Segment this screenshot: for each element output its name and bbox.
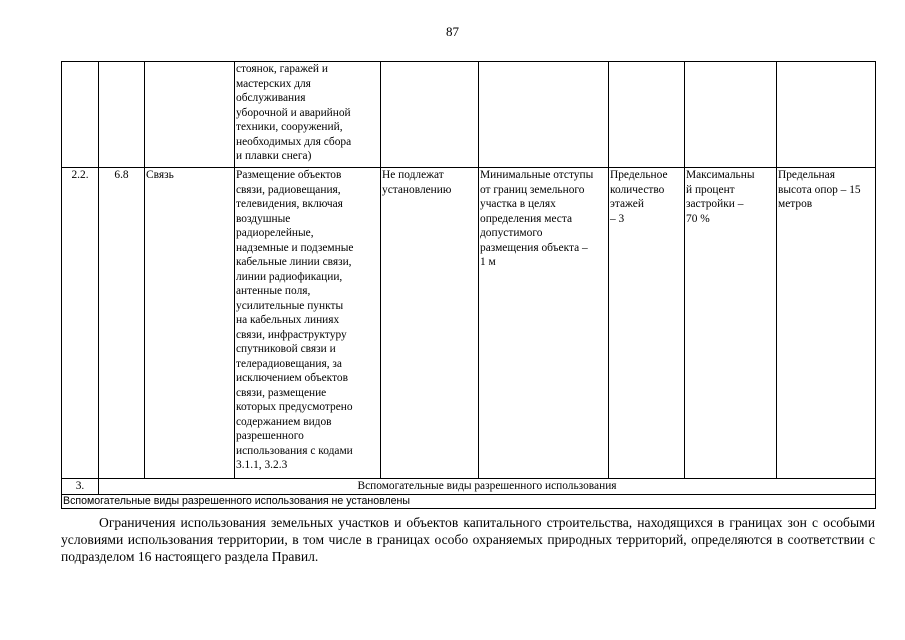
cell-name: Связь [145, 168, 235, 479]
cell-number [62, 62, 99, 168]
cell-description: стоянок, гаражей и мастерских для обслуживания уборочной и аварийной техники, сооружений, необходимых для сбора и плавки снега) [235, 62, 381, 168]
cell-description: Размещение объектов связи, радиовещания, телевидения, включая воздушные радиорелейные, надземные и подземные кабельные линии связи, линии радиофикации, антенные поля, усилительные пункты на кабельных линиях связи, инфраструктуру спутниковой связи и телерадиовещания, за исключением объектов связи, размещение которых предусмотрено содержанием видов разрешенного использования с кодами 3.1.1, 3.2.3 [235, 168, 381, 479]
cell-coverage [685, 62, 777, 168]
page-number: 87 [446, 24, 459, 39]
table-row-aux-note [62, 494, 876, 508]
table-row-2-2 [62, 168, 876, 479]
section-title: Вспомогательные виды разрешенного использования [99, 479, 876, 495]
cell-number: 2.2. [62, 168, 99, 479]
aux-note: Вспомогательные виды разрешенного использования не установлены [62, 494, 876, 508]
cell-height: Предельная высота опор – 15 метров [777, 168, 876, 479]
cell-floors: Предельное количество этажей – 3 [609, 168, 685, 479]
cell-code [99, 62, 145, 168]
cell-plot-size [381, 62, 479, 168]
cell-setbacks [479, 62, 609, 168]
land-use-table [61, 61, 876, 509]
cell-height [777, 62, 876, 168]
restrictions-paragraph: Ограничения использования земельных участков и объектов капитального строительства, находящихся в границах зон с особыми условиями использования территории, в том числе в границах особо охраняемых природных территорий, определяются в соответствии с подразделом 16 настоящего раздела Правил. [61, 515, 875, 564]
table-row-continued [62, 62, 876, 168]
cell-code: 6.8 [99, 168, 145, 479]
cell-number: 3. [62, 479, 99, 495]
table-row-section-3 [62, 479, 876, 495]
cell-setbacks: Минимальные отступы от границ земельного участка в целях определения места допустимого размещения объекта – 1 м [479, 168, 609, 479]
cell-name [145, 62, 235, 168]
cell-floors [609, 62, 685, 168]
cell-coverage: Максимальны й процент застройки – 70 % [685, 168, 777, 479]
cell-plot-size: Не подлежат установлению [381, 168, 479, 479]
